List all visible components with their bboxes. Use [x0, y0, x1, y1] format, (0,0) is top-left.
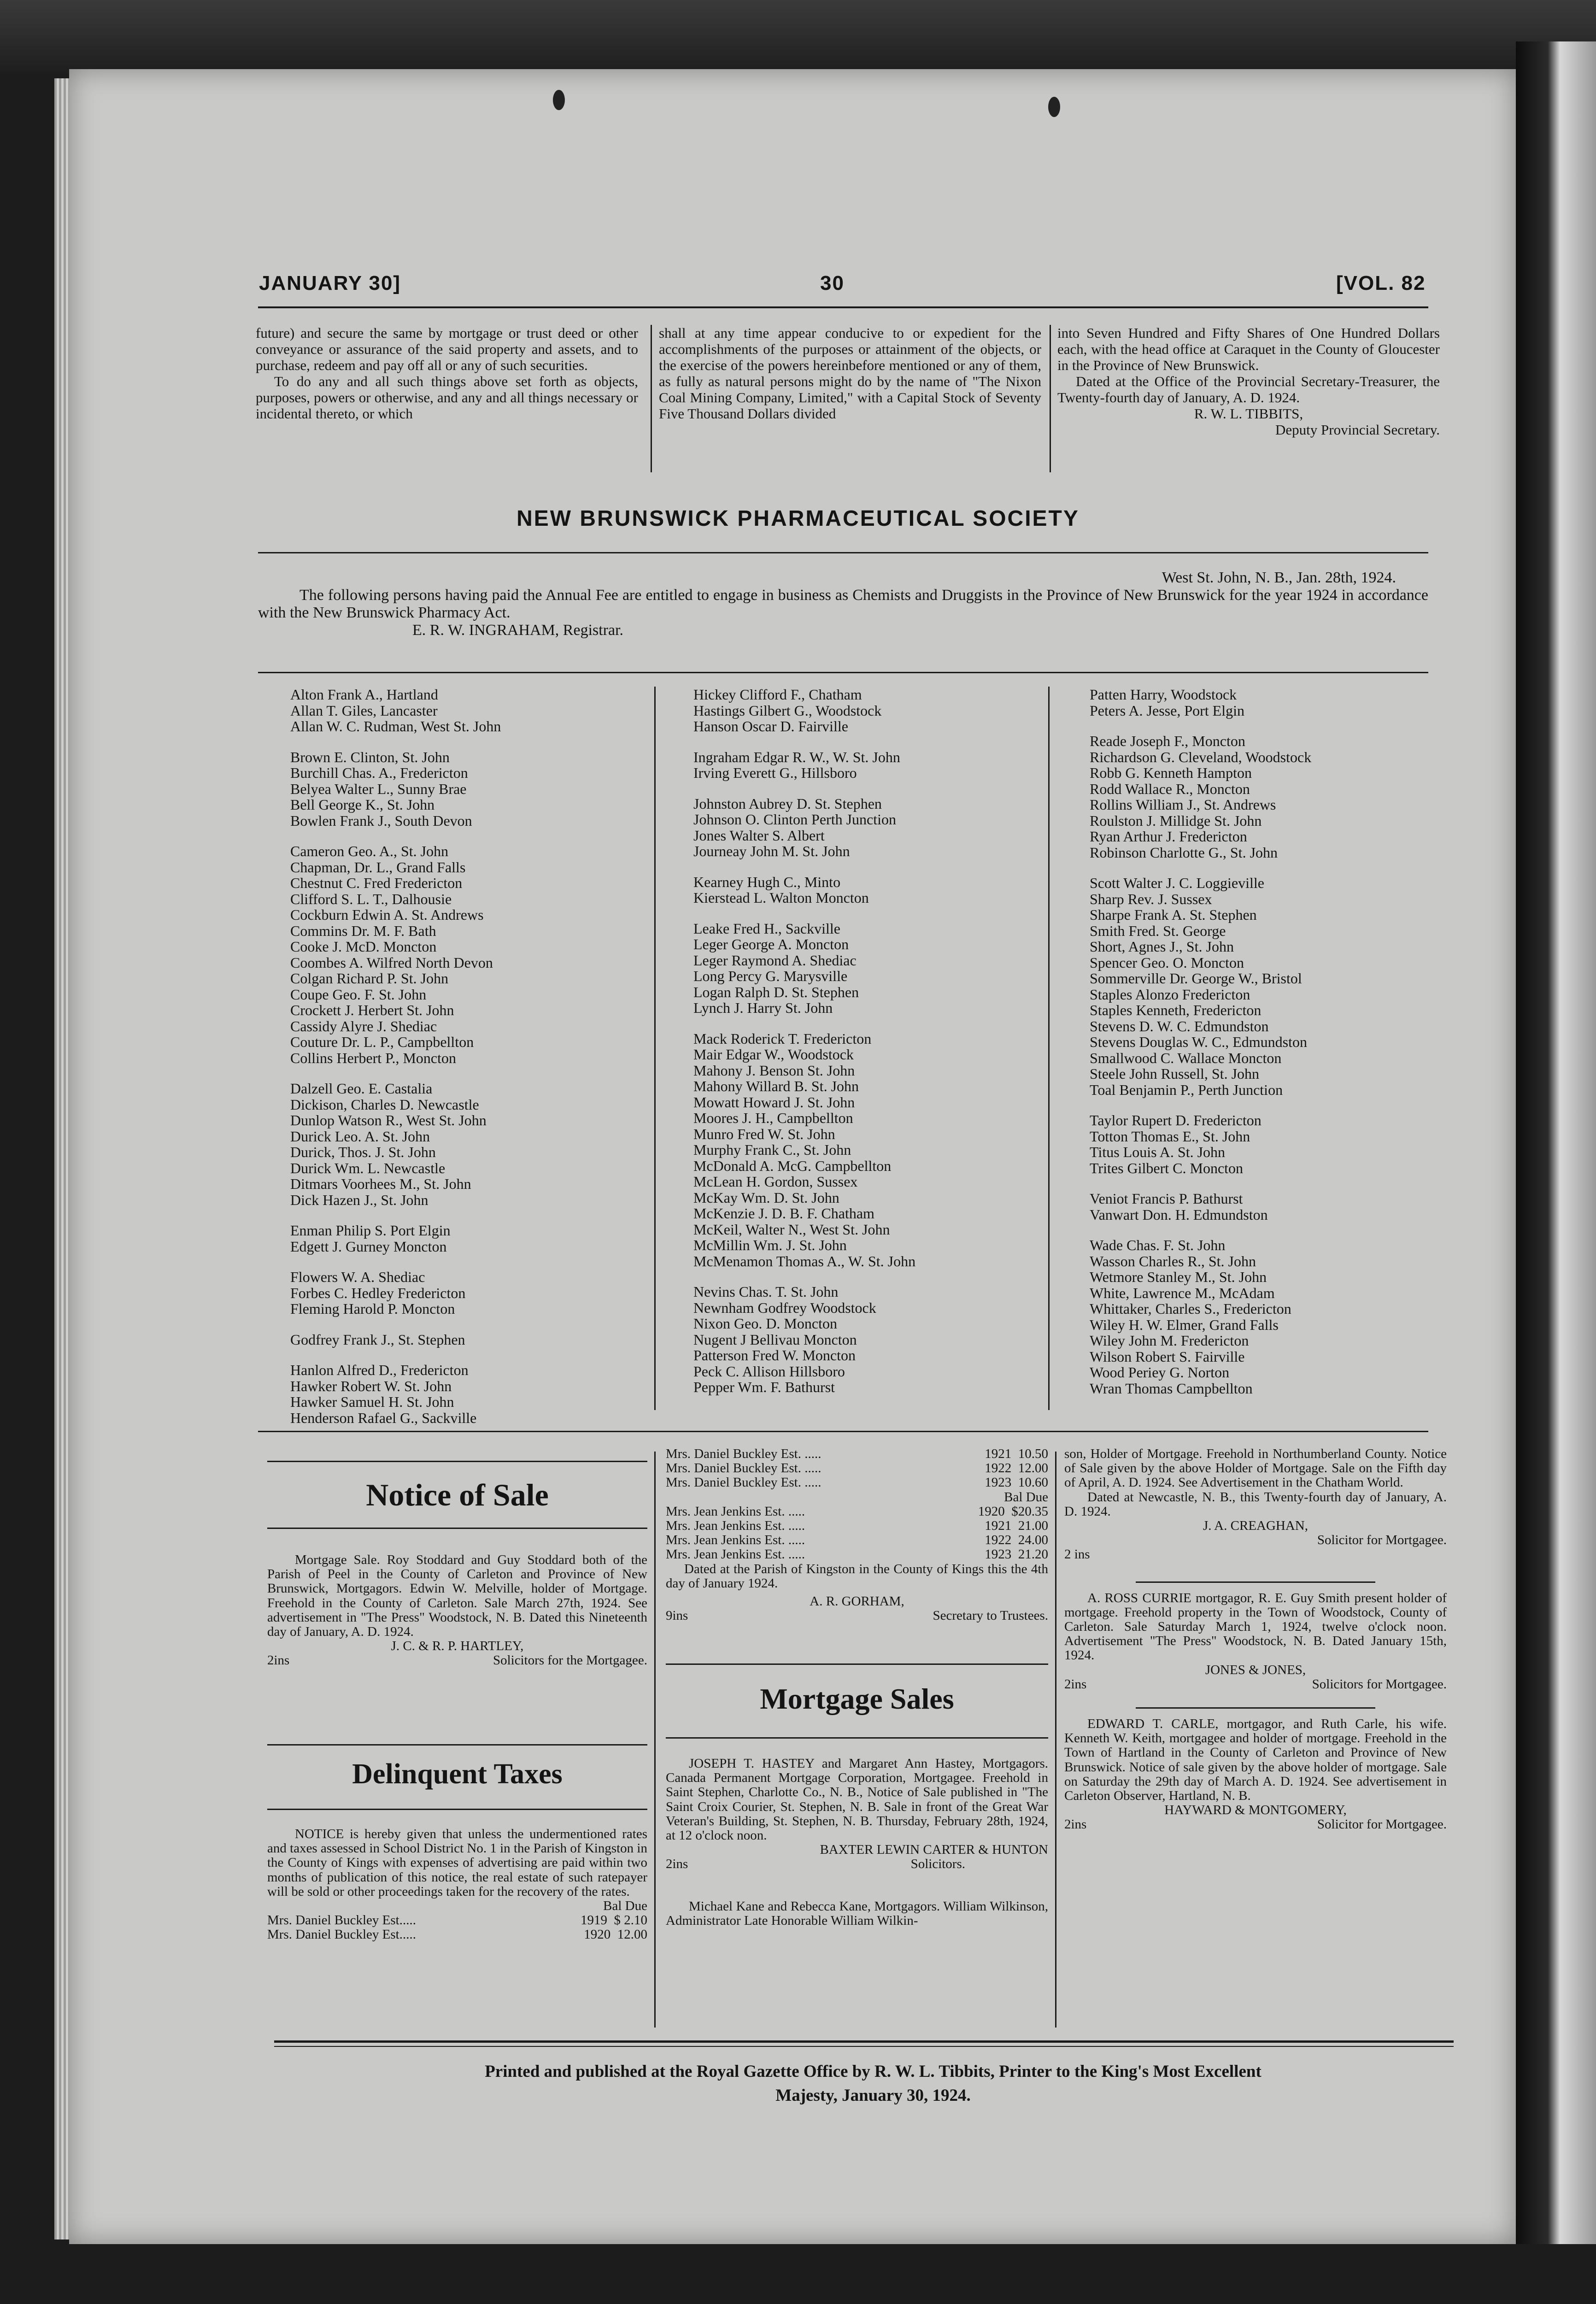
ad-box-rule [666, 1737, 1048, 1739]
pharmacist-name: White, Lawrence M., McAdam [1090, 1284, 1275, 1301]
mortgage-sales-ad1-title: Solicitors. [910, 1857, 965, 1872]
pharmacist-name: Cassidy Alyre J. Shediac [290, 1017, 437, 1034]
name-group [290, 1081, 650, 1208]
right-ad1-signature: J. A. CREAGHAN, [1203, 1518, 1308, 1534]
right-ad3-ins: 2ins [1064, 1817, 1087, 1832]
pharmacist-name: Stevens Douglas W. C., Edmundston [1090, 1034, 1308, 1050]
taxes-ins: 9ins [666, 1608, 688, 1623]
pharmacist-name: Bell George K., St. John [290, 796, 435, 813]
pharmacist-name: Titus Louis A. St. John [1090, 1144, 1226, 1160]
ad-box-rule [267, 1461, 647, 1462]
pharmacist-name: Wade Chas. F. St. John [1090, 1237, 1226, 1253]
top-column-2-text: shall at any time appear conducive to or expedient for the accomplishments of the purposes or attainment of the objects, or the exercise of the powers hereinbefore mentioned or any of them, as fully as natural persons might do by the name of "The Nixon Coal Mining Company, Limited," with a Capital Stock of Seventy Five Thousand Dollars divided [659, 325, 1041, 422]
pharmacist-name: Chapman, Dr. L., Grand Falls [290, 858, 466, 876]
binding-hole [553, 90, 565, 110]
pharmacist-name: Robinson Charlotte G., St. John [1090, 844, 1278, 861]
name-group [693, 874, 1048, 906]
pharmacist-name: Whittaker, Charles S., Fredericton [1090, 1300, 1291, 1317]
pharmacist-name: Cockburn Edwin A. St. Andrews [290, 906, 484, 923]
pharmacist-name: Trites Gilbert C. Moncton [1090, 1159, 1244, 1176]
tax-row: Mrs. Jean Jenkins Est. ..... 1923 21.20 [666, 1547, 1048, 1562]
pharmacist-name: Newnham Godfrey Woodstock [693, 1299, 876, 1316]
tax-row: Mrs. Daniel Buckley Est. ..... 1922 12.00 [666, 1461, 1048, 1476]
name-group [1090, 1112, 1440, 1176]
footer-rule [274, 2040, 1454, 2043]
tax-row: Mrs. Jean Jenkins Est. ..... 1922 24.00 [666, 1533, 1048, 1548]
photo-backdrop [0, 0, 1596, 74]
pharmacist-name: Reade Joseph F., Moncton [1090, 733, 1245, 749]
top-column-1-text: future) and secure the same by mortgage or trust deed or other conveyance or assurance of the said property and assets, and to purchase, redeem and pay off all or any of such securities. [256, 325, 638, 373]
pharmacist-name: Henderson Rafael G., Sackville [290, 1409, 477, 1426]
ad-box-rule [267, 1744, 647, 1746]
pharmacist-name: Steele John Russell, St. John [1090, 1065, 1260, 1082]
pharmacist-name: Belyea Walter L., Sunny Brae [290, 780, 467, 797]
pharmacist-name: Munro Fred W. St. John [693, 1125, 835, 1142]
pharmacist-name: Hickey Clifford F., Chatham [693, 686, 862, 703]
pharmacist-name: Commins Dr. M. F. Bath [290, 922, 436, 939]
name-group [1090, 1191, 1440, 1223]
names-rule [258, 672, 1428, 673]
pharmacist-name: Collins Herbert P., Moncton [290, 1049, 456, 1066]
pharmacist-name: Ingraham Edgar R. W., W. St. John [693, 748, 900, 765]
names-column-2 [693, 687, 1048, 1410]
bal-due-label: Bal Due [603, 1898, 647, 1914]
pharmacist-name: Moores J. H., Campbellton [693, 1110, 853, 1126]
pharmacist-name: Leger Raymond A. Shediac [693, 952, 857, 969]
pharmacist-name: Journeay John M. St. John [693, 843, 850, 859]
pharmacist-name: Durick, Thos. J. St. John [290, 1144, 436, 1160]
pharmacist-name: Allan W. C. Rudman, West St. John [290, 718, 501, 735]
society-title: NEW BRUNSWICK PHARMACEUTICAL SOCIETY [516, 506, 1080, 531]
pharmacist-name: Ryan Arthur J. Fredericton [1090, 828, 1247, 845]
pharmacist-name: Peters A. Jesse, Port Elgin [1090, 702, 1244, 719]
pharmacist-name: Coupe Geo. F. St. John [290, 986, 427, 1003]
pharmacist-name: Dick Hazen J., St. John [290, 1191, 428, 1208]
right-ad1-ins: 2 ins [1064, 1547, 1090, 1562]
pharmacist-name: Kearney Hugh C., Minto [693, 873, 841, 890]
delinquent-taxes-body: NOTICE is hereby given that unless the undermentioned rates and taxes assessed in School District No. 1 in the Parish of Kingston in the County of Kings with expenses of advertising are paid within two months of publication of this notice, the real estate of such ratepayer will be sold or other proceedings taken for the recovery of the rates. [267, 1827, 647, 1899]
footer-imprint [286, 2060, 1461, 2108]
pharmacist-name: Mowatt Howard J. St. John [693, 1093, 855, 1111]
pharmacist-name: Mahony J. Benson St. John [693, 1062, 855, 1079]
pharmacist-name: Johnston Aubrey D. St. Stephen [693, 795, 882, 812]
pharmacist-name: Hawker Robert W. St. John [290, 1377, 452, 1394]
right-ad2-ins: 2ins [1064, 1676, 1087, 1692]
name-group [693, 749, 1048, 781]
pharmacist-name: Couture Dr. L. P., Campbellton [290, 1034, 474, 1050]
pharmacist-name: Fleming Harold P. Moncton [290, 1300, 455, 1317]
pharmacist-name: Rodd Wallace R., Moncton [1090, 780, 1250, 797]
right-ad3: EDWARD T. CARLE, mortgagor, and Ruth Carle, his wife. Kenneth W. Keith, mortgagee and holder of mortgage. Freehold in the Town of Hartland in the County of Carleton and Province of New Brunswick. Notice of sale given by the above holder of mortgage. Sale on Saturday the 29th day of March A. D. 1924. See advertisement in Carleton Observer, Hartland, N. B. [1064, 1716, 1447, 1804]
notice-of-sale-body: Mortgage Sale. Roy Stoddard and Guy Stoddard both of the Parish of Peel in the County of Carleton and Province of New Brunswick, Mortgagors. Edwin W. Melville, holder of Mortgage. Freehold in the County of Carleton. Sale March 27th, 1924. See advertisement in "The Press" Woodstock, N. B. Dated this Nineteenth day of January, A. D. 1924. [267, 1552, 647, 1640]
society-rule [258, 552, 1428, 553]
pharmacist-name: Wetmore Stanley M., St. John [1090, 1269, 1267, 1285]
tax-row: Mrs. Daniel Buckley Est..... 1920 12.00 [267, 1927, 647, 1942]
pharmacist-name: Sharpe Frank A. St. Stephen [1090, 906, 1257, 923]
pharmacist-name: McKay Wm. D. St. John [693, 1189, 839, 1206]
pharmacist-name: Smallwood C. Wallace Moncton [1090, 1049, 1282, 1066]
pharmacist-name: Hastings Gilbert G., Woodstock [693, 702, 882, 719]
taxes-signature: A. R. GORHAM, [810, 1594, 904, 1609]
pharmacist-name: Scott Walter J. C. Loggieville [1090, 875, 1264, 891]
pharmacist-name: Wilson Robert S. Fairville [1090, 1348, 1245, 1365]
pharmacist-name: Sharp Rev. J. Sussex [1090, 890, 1212, 907]
name-group [290, 1332, 650, 1348]
pharmacist-name: Johnson O. Clinton Perth Junction [693, 811, 897, 828]
right-ads [1064, 1447, 1447, 1832]
society-registrar: E. R. W. INGRAHAM, Registrar. [412, 622, 624, 639]
pharmacist-name: Brown E. Clinton, St. John [290, 748, 450, 765]
pharmacist-name: Short, Agnes J., St. John [1090, 938, 1234, 955]
pharmacist-name: Bowlen Frank J., South Devon [290, 812, 472, 829]
right-ad1-title: Solicitor for Mortgagee. [1317, 1533, 1447, 1548]
pharmacist-name: Coombes A. Wilfred North Devon [290, 954, 493, 971]
delinquent-taxes [267, 1827, 647, 1942]
pharmacist-name: Edgett J. Gurney Moncton [290, 1238, 447, 1255]
pharmacist-name: Taylor Rupert D. Fredericton [1090, 1112, 1262, 1128]
name-group [1090, 687, 1440, 718]
pharmacist-name: Pepper Wm. F. Bathurst [693, 1379, 835, 1395]
pharmacist-name: McMillin Wm. J. St. John [693, 1237, 847, 1253]
right-ad2-signature: JONES & JONES, [1205, 1662, 1306, 1677]
pharmacist-name: Mack Roderick T. Fredericton [693, 1030, 872, 1047]
column-divider [651, 325, 652, 472]
pharmacist-name: Chestnut C. Fred Fredericton [290, 875, 463, 891]
pharmacist-name: Robb G. Kenneth Hampton [1090, 764, 1252, 781]
column-divider [654, 1452, 656, 2028]
pharmacist-name: Jones Walter S. Albert [693, 827, 825, 844]
pharmacist-name: McDonald A. McG. Campbellton [693, 1157, 892, 1174]
pharmacist-name: Staples Alonzo Fredericton [1090, 986, 1250, 1003]
pharmacist-name: Wran Thomas Campbellton [1090, 1380, 1253, 1397]
name-group [290, 1223, 650, 1254]
pharmacist-name: Cooke J. McD. Moncton [290, 938, 437, 955]
pharmacist-name: Hawker Samuel H. St. John [290, 1393, 454, 1410]
ads-rule [258, 1431, 1428, 1432]
pharmacist-name: Lynch J. Harry St. John [693, 999, 833, 1016]
names-column-1 [290, 687, 650, 1440]
name-group [693, 687, 1048, 735]
pharmacist-name: Kierstead L. Walton Moncton [693, 889, 869, 906]
page-number: 30 [820, 272, 845, 294]
right-ad1-cont: son, Holder of Mortgage. Freehold in Northumberland County. Notice of Sale given by the above Holder of Mortgage. Sale on the Fifth day of April, A. D. 1924. See Advertisement in the Chatham World. [1064, 1446, 1447, 1490]
top-column-3-signature-title: Deputy Provincial Secretary. [1275, 422, 1440, 438]
mortgage-sales-title: Mortgage Sales [760, 1682, 954, 1715]
pharmacist-name: Hanlon Alfred D., Fredericton [290, 1362, 469, 1378]
notice-of-sale-firm: J. C. & R. P. HARTLEY, [391, 1639, 524, 1654]
header-rule [258, 306, 1428, 308]
mortgage-sales-ad2: Michael Kane and Rebecca Kane, Mortgagors. William Wilkinson, Administrator Late Honorable William Wilkin- [666, 1898, 1048, 1928]
name-group [1090, 733, 1440, 860]
pharmacist-name: Wasson Charles R., St. John [1090, 1252, 1256, 1270]
pharmacist-name: Alton Frank A., Hartland [290, 686, 438, 703]
name-group [290, 843, 650, 1066]
tax-row: Mrs. Jean Jenkins Est. ..... 1920 $20.35 [666, 1504, 1048, 1519]
society-body: The following persons having paid the Annual Fee are entitled to engage in business as Chemists and Druggists in the Province of New Brunswick for the year 1924 in accordance with the New Brunswick Pharmacy Act. [258, 587, 1428, 621]
pharmacist-name: Durick Wm. L. Newcastle [290, 1159, 446, 1176]
ad-box-rule [666, 1663, 1048, 1665]
pharmacist-name: McKenzie J. D. B. F. Chatham [693, 1205, 874, 1222]
pharmacist-name: Mair Edgar W., Woodstock [693, 1046, 854, 1063]
top-column-3 [1057, 325, 1440, 438]
name-group [693, 1031, 1048, 1270]
pharmacist-name: Totton Thomas E., St. John [1090, 1128, 1250, 1145]
pharmacist-name: Ditmars Voorhees M., St. John [290, 1176, 471, 1192]
top-column-3-signature: R. W. L. TIBBITS, [1194, 406, 1303, 422]
pharmacist-name: Rollins William J., St. Andrews [1090, 796, 1276, 813]
mortgage-sales [666, 1757, 1048, 1928]
header-date: JANUARY 30] [259, 272, 401, 294]
pharmacist-name: Staples Kenneth, Fredericton [1090, 1002, 1262, 1018]
pharmacist-name: Peck C. Allison Hillsboro [693, 1363, 845, 1380]
name-group [290, 687, 650, 735]
pharmacist-name: Patterson Fred W. Moncton [693, 1347, 856, 1364]
pharmacist-name: Nugent J Bellivau Moncton [693, 1331, 857, 1348]
pharmacist-name: Dunlop Watson R., West St. John [290, 1112, 487, 1128]
pharmacist-name: Roulston J. Millidge St. John [1090, 812, 1262, 829]
right-ad3-signature: HAYWARD & MONTGOMERY, [1164, 1803, 1347, 1818]
top-column-3-text: into Seven Hundred and Fifty Shares of One Hundred Dollars each, with the head office at Caraquet in the County of Gloucester in the Province of New Brunswick. [1057, 325, 1440, 373]
pharmacist-name: Wood Periey G. Norton [1090, 1364, 1230, 1381]
delinquent-taxes-title: Delinquent Taxes [352, 1758, 563, 1790]
pharmacist-name: McKeil, Walter N., West St. John [693, 1221, 890, 1238]
top-column-2 [659, 325, 1041, 422]
pharmacist-name: Murphy Frank C., St. John [693, 1141, 851, 1158]
column-divider [1050, 325, 1051, 472]
footer-rule [274, 2046, 1454, 2047]
pharmacist-name: Nixon Geo. D. Moncton [693, 1315, 837, 1332]
top-column-3-text2: Dated at the Office of the Provincial Secretary-Treasurer, the Twenty-fourth day of January, A. D. 1924. [1057, 373, 1440, 406]
pharmacist-name: Sommerville Dr. George W., Bristol [1090, 970, 1302, 987]
right-ad2-title: Solicitors for Mortgagee. [1312, 1676, 1447, 1692]
pharmacist-name: Dickison, Charles D. Newcastle [290, 1096, 479, 1113]
pharmacist-name: Enman Philip S. Port Elgin [290, 1222, 451, 1239]
tax-row: Mrs. Jean Jenkins Est. ..... 1921 21.00 [666, 1518, 1048, 1534]
pharmacist-name: Dalzell Geo. E. Castalia [290, 1080, 433, 1097]
bal-due-label: Bal Due [1004, 1489, 1048, 1505]
name-group [693, 1284, 1048, 1395]
pharmacist-name: Spencer Geo. O. Moncton [1090, 954, 1244, 971]
mortgage-sales-ad1-firm: BAXTER LEWIN CARTER & HUNTON [820, 1842, 1048, 1857]
taxes-signature-title: Secretary to Trustees. [933, 1608, 1048, 1623]
notice-of-sale-title: Notice of Sale [366, 1477, 549, 1512]
pharmacist-name: Wiley H. W. Elmer, Grand Falls [1090, 1316, 1279, 1333]
pharmacist-name: Crockett J. Herbert St. John [290, 1002, 454, 1018]
pharmacist-name: Flowers W. A. Shediac [290, 1269, 425, 1285]
pharmacist-name: Durick Leo. A. St. John [290, 1128, 430, 1145]
notice-of-sale-title-sig: Solicitors for the Mortgagee. [493, 1653, 647, 1668]
name-group [693, 921, 1048, 1016]
pharmacist-name: Long Percy G. Marysville [693, 968, 848, 984]
pharmacist-name: Patten Harry, Woodstock [1090, 686, 1237, 703]
pharmacist-name: Richardson G. Cleveland, Woodstock [1090, 748, 1312, 765]
pharmacist-name: McLean H. Gordon, Sussex [693, 1173, 858, 1190]
name-group [290, 1269, 650, 1317]
pharmacist-name: Clifford S. L. T., Dalhousie [290, 890, 452, 907]
column-divider [654, 687, 656, 1410]
footer-line-2: Majesty, January 30, 1924. [775, 2086, 971, 2105]
ad-box-rule [267, 1528, 647, 1529]
name-group [290, 1362, 650, 1426]
pharmacist-name: Hanson Oscar D. Fairville [693, 718, 848, 735]
name-group [693, 796, 1048, 859]
pharmacist-name: Logan Ralph D. St. Stephen [693, 983, 859, 1000]
pharmacist-name: Vanwart Don. H. Edmundston [1090, 1206, 1268, 1223]
ad-box-rule [267, 1809, 647, 1810]
binder-edge [1516, 41, 1596, 2244]
pharmacist-name: Irving Everett G., Hillsboro [693, 764, 857, 781]
pharmacist-name: Stevens D. W. C. Edmundston [1090, 1017, 1269, 1034]
column-divider [1048, 687, 1050, 1410]
notice-of-sale [267, 1553, 647, 1668]
volume-label: [VOL. 82 [1336, 272, 1426, 294]
pharmacist-name: Toal Benjamin P., Perth Junction [1090, 1081, 1283, 1098]
pharmacist-name: Veniot Francis P. Bathurst [1090, 1190, 1243, 1207]
name-group [1090, 875, 1440, 1098]
pharmacist-name: Colgan Richard P. St. John [290, 970, 449, 987]
right-ad3-title: Solicitor for Mortgagee. [1317, 1817, 1447, 1832]
pharmacist-name: Nevins Chas. T. St. John [693, 1283, 839, 1300]
pharmacist-name: Burchill Chas. A., Fredericton [290, 764, 468, 781]
pharmacist-name: Cameron Geo. A., St. John [290, 843, 449, 859]
tax-row: Mrs. Daniel Buckley Est. ..... 1923 10.60 [666, 1475, 1048, 1490]
pharmacist-name: Leger George A. Moncton [693, 936, 849, 952]
right-ad1-dated: Dated at Newcastle, N. B., this Twenty-fourth day of January, A. D. 1924. [1064, 1489, 1447, 1519]
pharmacist-name: Forbes C. Hedley Fredericton [290, 1284, 466, 1301]
society-dateline: West St. John, N. B., Jan. 28th, 1924. [1162, 569, 1396, 586]
taxes-continued [666, 1447, 1048, 1623]
pharmacist-name: Wiley John M. Fredericton [1090, 1332, 1249, 1349]
taxes-dated: Dated at the Parish of Kingston in the County of Kings this the 4th day of January 1924. [666, 1561, 1048, 1591]
name-group [1090, 1237, 1440, 1396]
pharmacist-name: McMenamon Thomas A., W. St. John [693, 1252, 916, 1270]
top-column-1 [256, 325, 638, 422]
column-divider [1055, 1452, 1056, 2028]
pharmacist-name: Mahony Willard B. St. John [693, 1078, 859, 1094]
mortgage-sales-ad1: JOSEPH T. HASTEY and Margaret Ann Hastey, Mortgagors. Canada Permanent Mortgage Corporation, Mortgagee. Freehold in Saint Stephen, Charlotte Co., N. B., Notice of Sale published in "The Saint Croix Courier, St. Stephen, N. B. Sale in front of the Great War Veteran's Building, St. Stephen, N. B. Thursday, February 28th, 1924, at 12 o'clock noon. [666, 1756, 1048, 1843]
pharmacist-name: Leake Fred H., Sackville [693, 920, 840, 937]
top-column-1-text2: To do any and all such things above set forth as objects, purposes, powers or otherwise, and any and all things necessary or incidental thereto, or which [256, 373, 638, 422]
binding-hole [1048, 97, 1060, 117]
name-group [290, 749, 650, 829]
mortgage-sales-ad1-ins: 2ins [666, 1857, 688, 1872]
tax-row: Mrs. Daniel Buckley Est..... 1919 $ 2.10 [267, 1913, 647, 1928]
tax-row: Mrs. Daniel Buckley Est. ..... 1921 10.50 [666, 1446, 1048, 1461]
society-notice [258, 569, 1428, 639]
pharmacist-name: Allan T. Giles, Lancaster [290, 702, 438, 719]
pharmacist-name: Smith Fred. St. George [1090, 922, 1226, 939]
pharmacist-name: Godfrey Frank J., St. Stephen [290, 1331, 465, 1348]
right-ad2: A. ROSS CURRIE mortgagor, R. E. Guy Smith present holder of mortgage. Freehold property in the Town of Woodstock, County of Carleton. Sale Saturday March 1, 1924, twelve o'clock noon. Advertisement "The Press" Woodstock, N. B. Dated January 15th, 1924. [1064, 1590, 1447, 1663]
notice-of-sale-ins: 2ins [267, 1653, 290, 1668]
footer-line-1: Printed and published at the Royal Gazette Office by R. W. L. Tibbits, Printer to the King's Most Excellent [485, 2062, 1262, 2081]
names-column-3 [1090, 687, 1440, 1411]
